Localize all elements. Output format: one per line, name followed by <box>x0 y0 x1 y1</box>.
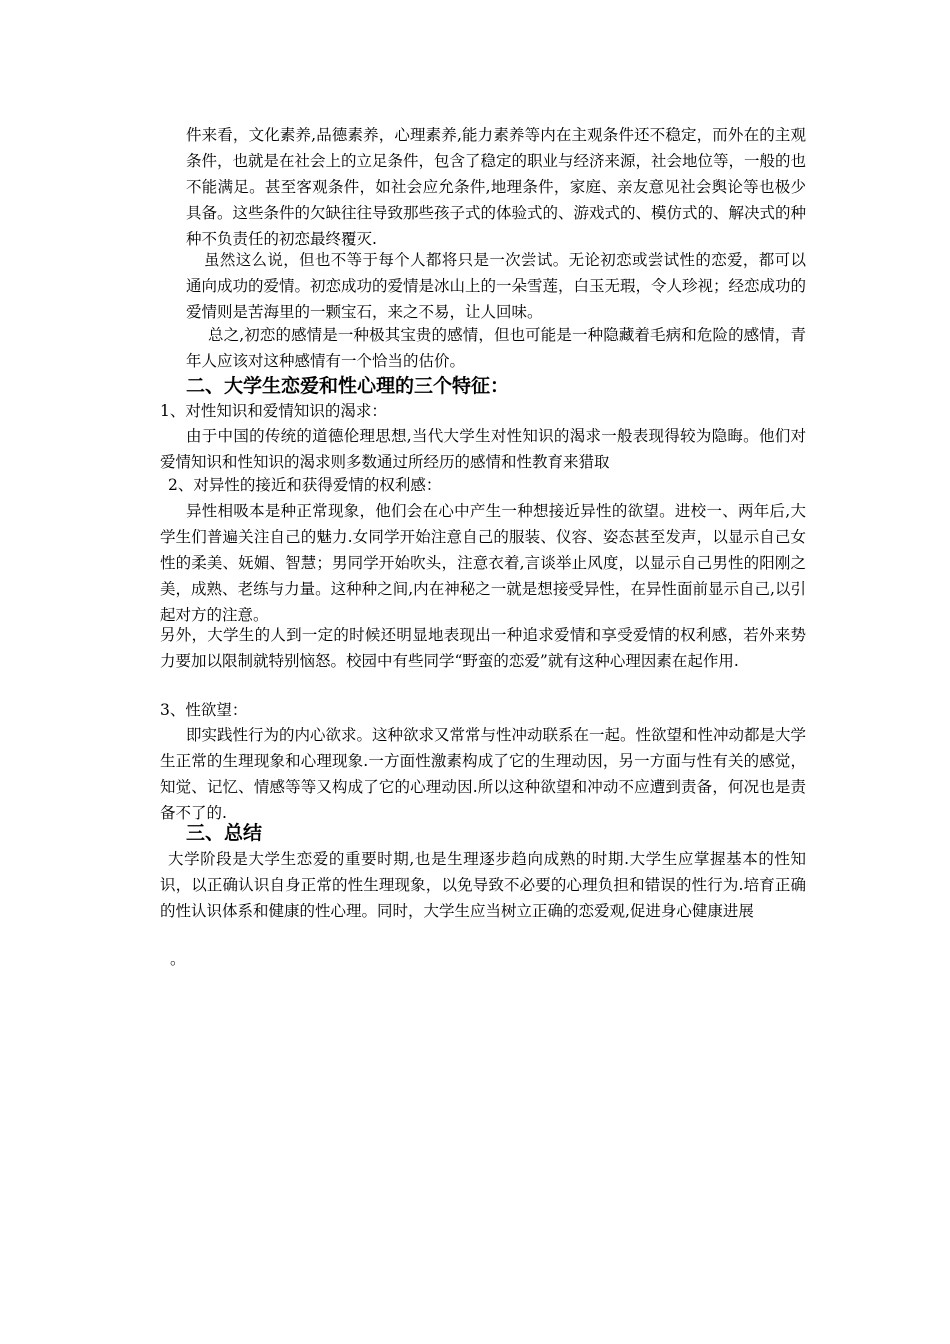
paragraph-rights-sense: 另外，大学生的人到一定的时候还明显地表现出一种追求爱情和享受爱情的权利感，若外来势力要加以限制就特别恼怒。校园中有些同学“野蛮的恋爱”就有这种心理因素在起作用. <box>160 626 806 670</box>
item-two-title: 2、对异性的接近和获得爱情的权利感： <box>168 476 442 494</box>
paragraph-first-love-summary: 总之,初恋的感情是一种极其宝贵的感情，但也可能是一种隐藏着毛病和危险的感情，青年人应该对这种感情有一个恰当的估价。 <box>186 326 806 370</box>
section-three-heading: 三、总结 <box>186 822 263 844</box>
summary-paragraph: 大学阶段是大学生恋爱的重要时期,也是生理逐步趋向成熟的时期.大学生应掌握基本的性知识，以正确认识自身正常的性生理现象，以免导致不必要的心理负担和错误的性行为.培育正确的性认识体系和健康的性心理。同时，大学生应当树立正确的恋爱观,促进身心健康进展 <box>160 850 806 920</box>
item-one-title: 1、对性知识和爱情知识的渴求： <box>160 402 387 420</box>
paragraph-first-love-success: 虽然这么说，但也不等于每个人都将只是一次尝试。无论初恋或尝试性的恋爱，都可以通向成功的爱情。初恋成功的爱情是冰山上的一朵雪莲，白玉无瑕，令人珍视；经恋成功的爱情则是苦海里的一颗宝石，来之不易，让人回味。 <box>186 251 807 321</box>
item-one-text: 由于中国的传统的道德伦理思想,当代大学生对性知识的渴求一般表现得较为隐晦。他们对爱情知识和性知识的渴求则多数通过所经历的感情和性教育来猎取 <box>160 427 806 471</box>
item-two-text: 异性相吸本是种正常现象，他们会在心中产生一种想接近异性的欲望。进校一、两年后,大学生们普遍关注自己的魅力.女同学开始注意自己的服装、仪容、姿态甚至发声，以显示自己女性的柔美、妩媚、智慧；男同学开始吹头，注意衣着,言谈举止风度，以显示自己男性的阳刚之美，成熟、老练与力量。这种种之间,内在神秘之一就是想接受异性，在异性面前显示自己,以引起对方的注意。 <box>160 502 806 624</box>
item-three-title: 3、性欲望： <box>160 701 248 719</box>
section-two-heading: 二、大学生恋爱和性心理的三个特征： <box>186 375 510 397</box>
trailing-punctuation: 。 <box>170 950 186 968</box>
item-three-text: 即实践性行为的内心欲求。这种欲求又常常与性冲动联系在一起。性欲望和性冲动都是大学生正常的生理现象和心理现象.一方面性激素构成了它的生理动因，另一方面与性有关的感觉，知觉、记忆、情感等等又构成了它的心理动因.所以这种欲望和冲动不应遭到责备，何况也是责备不了的. <box>160 726 807 822</box>
paragraph-first-love-conditions: 件来看，文化素养,品德素养，心理素养,能力素养等内在主观条件还不稳定，而外在的主观条件，也就是在社会上的立足条件，包含了稳定的职业与经济来源，社会地位等，一般的也不能满足。甚至客观条件，如社会应允条件,地理条件，家庭、亲友意见社会舆论等也极少具备。这些条件的欠缺往往导致那些孩子式的体验式的、游戏式的、模仿式的、解决式的种种不负责任的初恋最终覆灭. <box>186 126 807 248</box>
